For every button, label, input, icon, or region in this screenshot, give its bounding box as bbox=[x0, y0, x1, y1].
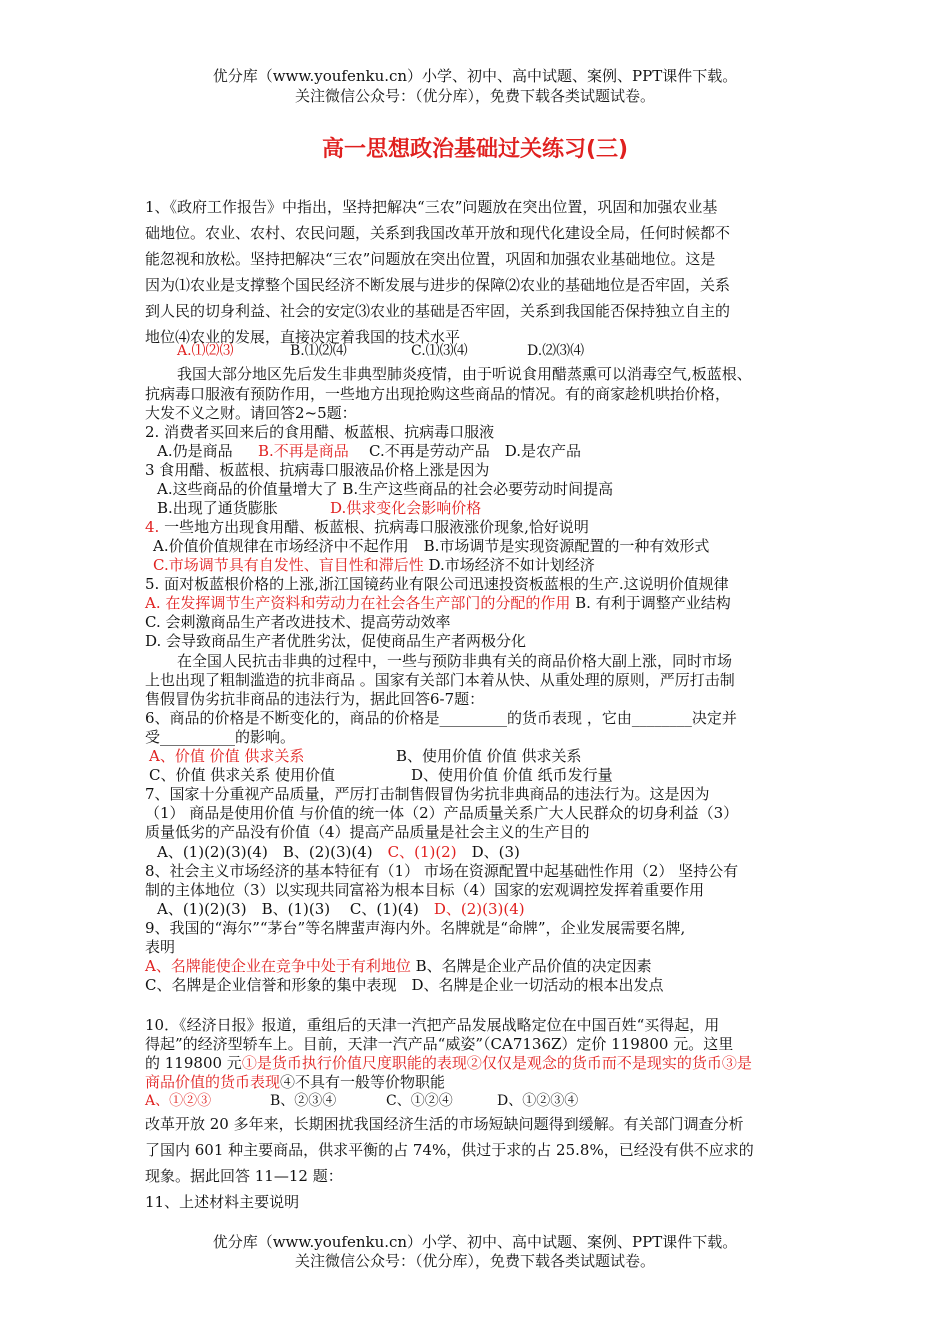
q3-stem: 3 食用醋、板蓝根、抗病毒口服液品价格上涨是因为 bbox=[145, 461, 490, 479]
q7-line-3: 质量低劣的产品没有价值（4）提高产品质量是社会主义的生产目的 bbox=[145, 823, 590, 841]
q9-option-cd: C、名牌是企业信誉和形象的集中表现 D、名牌是企业一切活动的根本出发点 bbox=[145, 976, 664, 994]
q6-option-c: C、价值 供求关系 使用价值 bbox=[149, 766, 336, 784]
q9-line-1: 9、我国的“海尔”“茅台”等名牌蜚声海内外。名牌就是“命牌”，企业发展需要名牌, bbox=[145, 919, 686, 937]
q9-option-b: B、名牌是企业产品价值的决定因素 bbox=[410, 957, 652, 975]
q10-option-d: D、①②③④ bbox=[497, 1093, 579, 1109]
q5-option-a: A. 在发挥调节生产资料和劳动力在社会各生产部门的分配的作用 bbox=[145, 594, 571, 612]
material-2-line-3: 大发不义之财。请回答2~5题： bbox=[145, 404, 357, 422]
q1-line-1: 1、《政府工作报告》中指出，坚持把解决“三农”问题放在突出位置，巩固和加强农业基 bbox=[145, 198, 718, 216]
q1-line-4: 因为⑴农业是支撑整个国民经济不断发展与进步的保障⑵农业的基础地位是否牢固，关系 bbox=[145, 276, 731, 294]
q8-option-d: D、(2)(3)(4) bbox=[433, 900, 525, 918]
q4-option-d: D.市场经济不如计划经济 bbox=[423, 556, 595, 574]
material-2-line-1: 我国大部分地区先后发生非典型肺炎疫情，由于听说食用醋蒸熏可以消毒空气,板蓝根、 bbox=[177, 365, 752, 383]
q10-option-a: A、①②③ bbox=[145, 1093, 212, 1109]
q1-line-5: 到人民的切身利益、社会的安定⑶农业的基础是否牢固，关系到我国能否保持独立自主的 bbox=[145, 302, 731, 320]
q1-option-b: B.⑴⑵⑷ bbox=[290, 343, 347, 359]
header-line-2: 关注微信公众号：（优分库），免费下载各类试题试卷。 bbox=[294, 87, 655, 105]
q5-option-b: B. 有利于调整产业结构 bbox=[570, 594, 731, 612]
q6-option-d: D、使用价值 价值 纸币发行量 bbox=[411, 766, 613, 784]
q10-line-3a: 的 119800 元 bbox=[145, 1054, 242, 1072]
q3-option-d: D.供求变化会影响价格 bbox=[330, 499, 482, 517]
q8-line-1: 8、社会主义市场经济的基本特征有（1） 市场在资源配置中起基础性作用（2） 坚持公有 bbox=[145, 862, 739, 880]
q2-stem: 2. 消费者买回来后的食用醋、板蓝根、抗病毒口服液 bbox=[145, 423, 495, 441]
footer-line-2: 关注微信公众号：（优分库），免费下载各类试题试卷。 bbox=[294, 1252, 655, 1270]
q6-stem-1: 6、商品的价格是不断变化的，商品的价格是_________的货币表现 ，它由________决定并 bbox=[145, 709, 737, 727]
q7-option-ab: A、(1)(2)(3)(4) B、(2)(3)(4) bbox=[157, 843, 373, 861]
q7-option-c: C、(1)(2) bbox=[387, 843, 457, 861]
q1-option-d: D.⑵⑶⑷ bbox=[527, 343, 585, 359]
q1-option-c: C.⑴⑶⑷ bbox=[411, 343, 468, 359]
material-2-line-2: 抗病毒口服液有预防作用，一些地方出现抢购这些商品的情况。有的商家趁机哄抬价格， bbox=[145, 385, 731, 403]
page-title: 高一思想政治基础过关练习(三) bbox=[321, 137, 629, 162]
footer-line-1: 优分库（www.youfenku.cn）小学、初中、高中试题、案例、PPT课件下载。 bbox=[212, 1233, 738, 1251]
material-3-line-2: 上也出现了粗制滥造的抗非商品 。国家有关部门本着从快、从重处理的原则，严厉打击制 bbox=[145, 671, 735, 689]
q5-option-d: D. 会导致商品生产者优胜劣汰，促使商品生产者两极分化 bbox=[145, 632, 527, 650]
header-line-1: 优分库（www.youfenku.cn）小学、初中、高中试题、案例、PPT课件下载。 bbox=[212, 67, 738, 85]
q2-option-b: B.不再是商品 bbox=[258, 442, 349, 460]
q10-line-1: 10．《经济日报》报道，重组后的天津一汽把产品发展战略定位在中国百姓“买得起，用 bbox=[145, 1016, 720, 1034]
q6-option-a: A、价值 价值 供求关系 bbox=[149, 747, 305, 765]
q10-line-4b: ④不具有一般等价物职能 bbox=[280, 1073, 446, 1091]
q4-option-ab: A.价值价值规律在市场经济中不起作用 B.市场调节是实现资源配置的一种有效形式 bbox=[153, 537, 710, 555]
q3-option-c: B.出现了通货膨胀 bbox=[157, 499, 278, 517]
q4-option-c: C.市场调节具有自发性、盲目性和滞后性 bbox=[153, 556, 424, 574]
q10-line-4a: 商品价值的货币表现 bbox=[145, 1073, 281, 1091]
q7-line-1: 7、国家十分重视产品质量，严厉打击制售假冒伪劣抗非典商品的违法行为。这是因为 bbox=[145, 785, 710, 803]
q10-line-3b: ①是货币执行价值尺度职能的表现②仅仅是观念的货币而不是现实的货币③是 bbox=[241, 1054, 752, 1072]
q7-option-d: D、(3) bbox=[471, 843, 520, 861]
q6-stem-2: 受__________的影响。 bbox=[145, 728, 296, 746]
q10-line-2: 得起”的经济型轿车上。目前，天津一汽产品“威姿”（CA7136Z）定价 119800 元。这里 bbox=[145, 1035, 734, 1053]
q4-stem: 一些地方出现食用醋、板蓝根、抗病毒口服液涨价现象,恰好说明 bbox=[159, 518, 589, 536]
q5-stem: 5. 面对板蓝根价格的上涨,浙江国镜药业有限公司迅速投资板蓝根的生产.这说明价值规律 bbox=[145, 575, 729, 593]
material-4-line-3: 现象。据此回答 11—12 题： bbox=[145, 1167, 343, 1185]
q10-option-b: B、②③④ bbox=[270, 1093, 337, 1109]
q2-option-cd: C.不再是劳动产品 D.是农产品 bbox=[369, 442, 581, 460]
q5-option-c: C. 会刺激商品生产者改进技术、提高劳动效率 bbox=[145, 613, 451, 631]
q2-option-a: A.仍是商品 bbox=[157, 442, 233, 460]
q1-line-6: 地位⑷农业的发展，直接决定着我国的技术水平 bbox=[145, 328, 461, 346]
q6-option-b: B、使用价值 价值 供求关系 bbox=[396, 747, 582, 765]
q9-option-a: A、名牌能使企业在竞争中处于有利地位 bbox=[145, 957, 411, 975]
q10-option-c: C、①②④ bbox=[386, 1093, 453, 1109]
material-3-line-3: 售假冒伪劣抗非商品的违法行为，据此回答6-7题： bbox=[145, 690, 485, 708]
q11-stem: 11、上述材料主要说明 bbox=[145, 1193, 300, 1211]
q8-option-abc: A、(1)(2)(3) B、(1)(3) C、(1)(4) bbox=[157, 900, 419, 918]
q9-line-2: 表明 bbox=[145, 938, 176, 956]
q1-line-2: 础地位。农业、农村、农民问题，关系到我国改革开放和现代化建设全局，任何时候都不 bbox=[145, 224, 731, 242]
q8-line-2: 制的主体地位（3）以实现共同富裕为根本目标（4）国家的宏观调控发挥着重要作用 bbox=[145, 881, 705, 899]
q1-option-a: A.⑴⑵⑶ bbox=[177, 343, 234, 359]
q1-line-3: 能忽视和放松。坚持把解决“三农”问题放在突出位置，巩固和加强农业基础地位。这是 bbox=[145, 250, 716, 268]
q3-option-ab: A.这些商品的价值量增大了 B.生产这些商品的社会必要劳动时间提高 bbox=[157, 480, 614, 498]
material-3-line-1: 在全国人民抗击非典的过程中，一些与预防非典有关的商品价格大副上涨，同时市场 bbox=[177, 652, 733, 670]
q7-line-2: （1） 商品是使用价值 与价值的统一体（2）产品质量关系广大人民群众的切身利益（3） bbox=[145, 804, 739, 822]
material-4-line-2: 了国内 601 种主要商品，供求平衡的占 74%，供过于求的占 25.8%，已经没有供不应求的 bbox=[145, 1141, 754, 1159]
material-4-line-1: 改革开放 20 多年来，长期困扰我国经济生活的市场短缺问题得到缓解。有关部门调查分析 bbox=[145, 1115, 744, 1133]
q4-number: 4. bbox=[145, 518, 160, 536]
